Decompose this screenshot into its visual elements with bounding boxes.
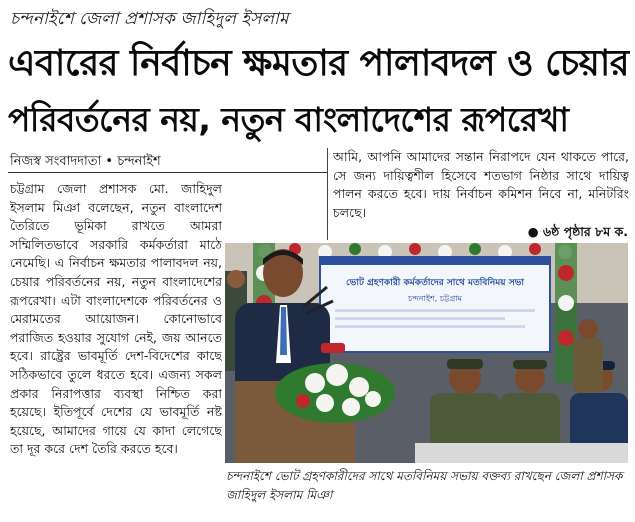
- column-divider: [327, 148, 328, 240]
- byline-divider: [8, 172, 328, 173]
- photo-scene: [225, 243, 628, 463]
- continued-on-page-note: ● ৬ষ্ঠ পৃষ্ঠার ৮ম ক.: [527, 224, 628, 239]
- event-banner: [320, 257, 550, 352]
- banner-subtitle: চন্দনাইশ, চট্টগ্রাম: [408, 294, 462, 303]
- byline: নিজস্ব সংবাদদাতা • চন্দনাইশ: [10, 154, 161, 169]
- photo-caption: চন্দনাইশে ভোট গ্রহণকারীদের সাথে মতবিনিময় সভায় বক্তব্য রাখছেন জেলা প্রশাসক জাহিদুল ইসলাম মিঞা: [226, 469, 623, 502]
- article-body-left-column: চট্টগ্রাম জেলা প্রশাসক মো. জাহিদুল ইসলাম মিঞা বলেছেন, নতুন বাংলাদেশ তৈরিতে ভূমিকা রাখতে আমরা সম্মিলিতভাবে সরকারি কর্মকর্তারা মাঠে নেমেছি। এ নির্বাচন ক্ষমতার পালাবদল নয়, চেয়ার পরিবর্তনের নয়, নতুন বাংলাদেশের রূপরেখা। এটা বাংলাদেশকে পরিবর্তনের ও মেরামতের আয়োজন। কোনোভাবে পরাজিত হওয়ার সুযোগ নেই, জয় আনতে হবে। রাষ্ট্রের ভাবমূর্তি দেশ-বিদেশের কাছে সঠিকভাবে তুলে ধরতে হবে। এজন্য সকল প্রকার নিরাপত্তার ব্যবস্থা নিশ্চিত করা হয়েছে। ইতিপূর্বে দেশের যে ভাবমূর্তি নষ্ট হয়েছে, আমাদের গায়ে যে কাদা লেগেছে তা দূর করে দেশ তৈরি করতে হবে।: [10, 181, 222, 457]
- article-body-right-column: আমি, আপনি আমাদের সন্তান নিরাপদে যেন থাকতে পারে, সে জন্য দায়িত্বশীল হিসেবে শতভাগ নিষ্ঠার সাথে দায়িত্ব পালন করতে হবে। দায় নির্বাচন কমিশন নিবে না, মনিটরিং চলছে।: [333, 149, 629, 220]
- article-kicker: চন্দনাইশে জেলা প্রশাসক জাহিদুল ইসলাম: [10, 9, 289, 29]
- headline-line-2: পরিবর্তনের নয়, নতুন বাংলাদেশের রূপরেখা: [8, 100, 569, 139]
- banner-title: ভোট গ্রহণকারী কর্মকর্তাদের সাথে মতবিনিময় সভা: [346, 278, 524, 288]
- front-table: [415, 443, 628, 463]
- headline-line-1: এবারের নির্বাচন ক্ষমতার পালাবদল ও চেয়ার: [8, 43, 630, 84]
- podium-flowers: [275, 363, 395, 423]
- news-photo: [225, 243, 628, 463]
